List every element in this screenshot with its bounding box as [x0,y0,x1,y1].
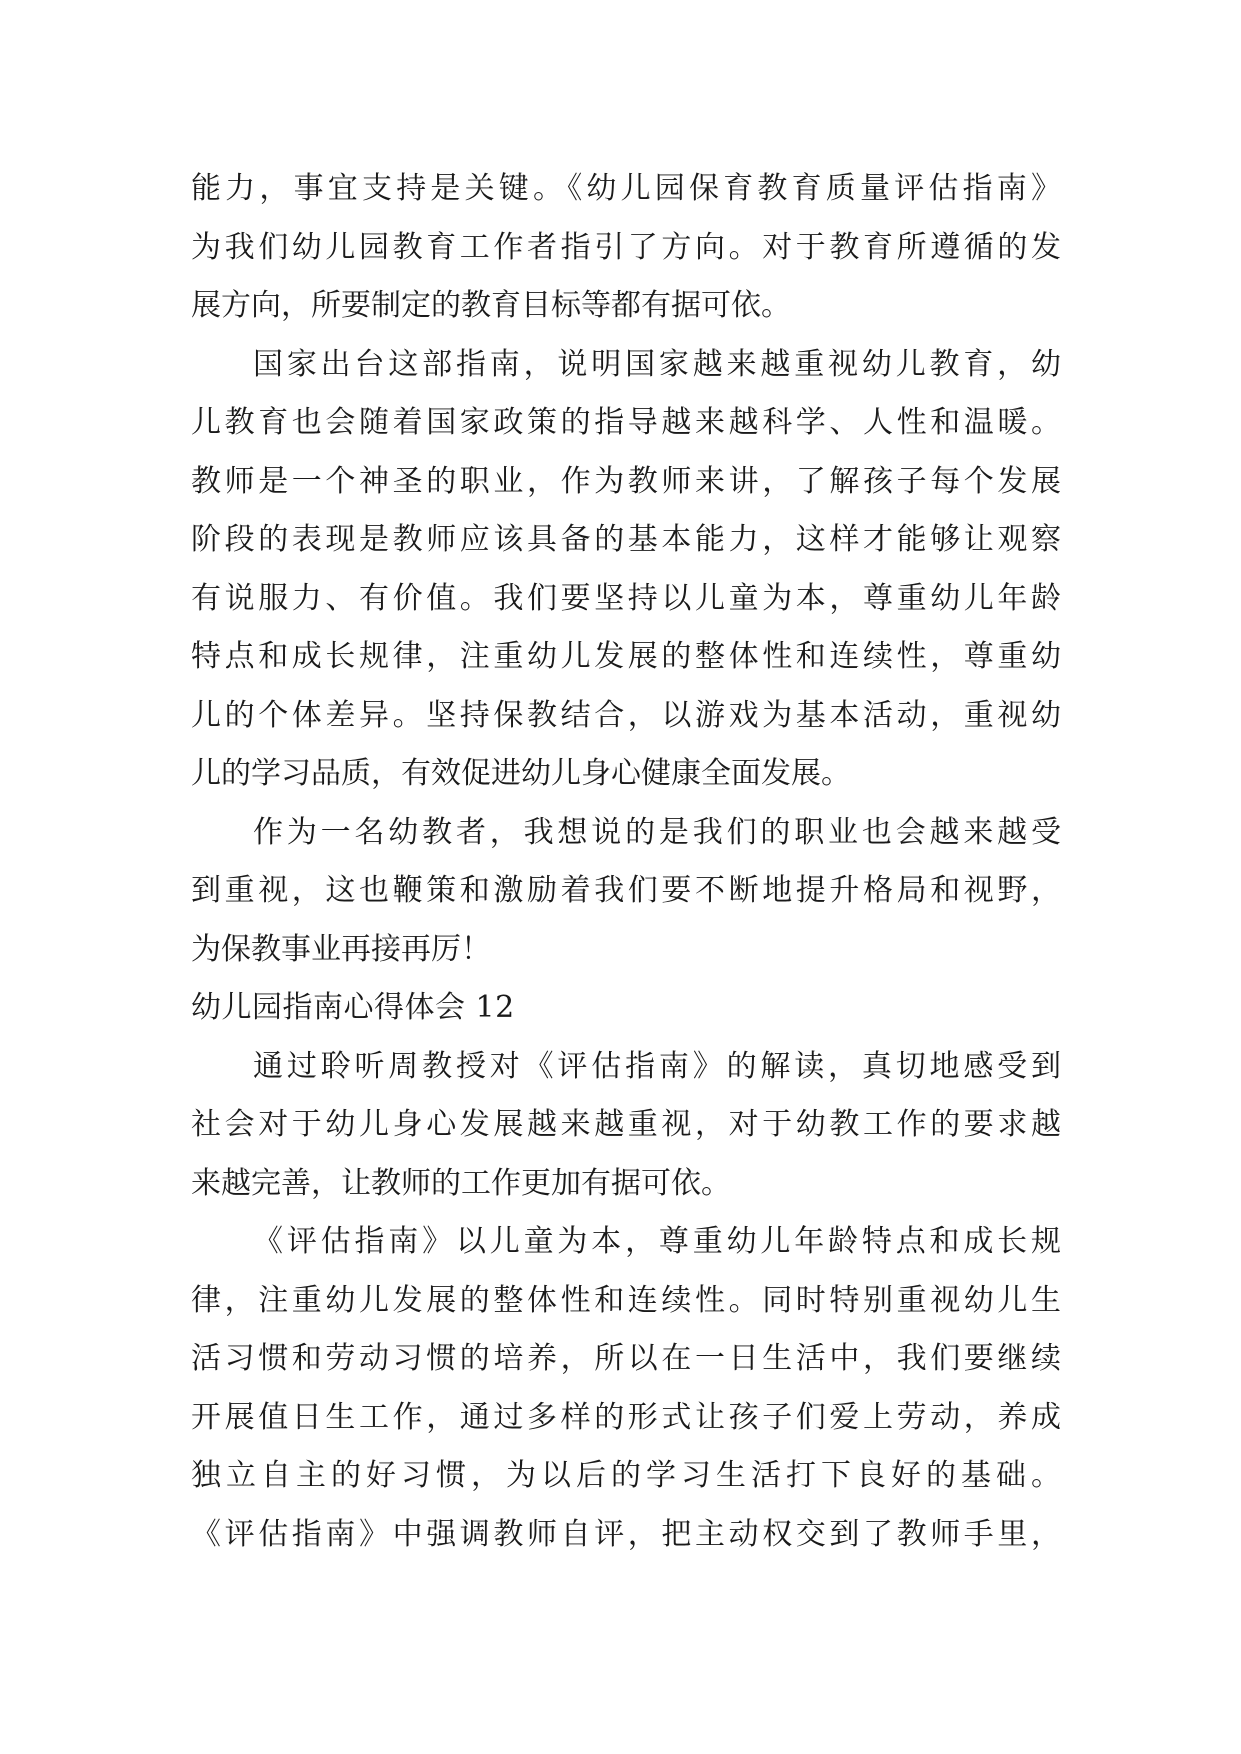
paragraph [191,804,1061,980]
text-line: 社会对于幼儿身心发展越来越重视，对于幼教工作的要求越 [191,1107,1061,1142]
text-line: 为保教事业再接再厉！ [191,931,491,967]
paragraph [191,336,1061,804]
text-line: 活习惯和劳动习惯的培养，所以在一日生活中，我们要继续 [191,1341,1061,1376]
text-line: 教师是一个神圣的职业，作为教师来讲，了解孩子每个发展 [191,463,1061,499]
text-line: 能力，事宜支持是关键。《幼儿园保育教育质量评估指南》 [191,171,1061,206]
text-line: 特点和成长规律，注重幼儿发展的整体性和连续性，尊重幼 [191,639,1061,674]
text-line: 儿的个体差异。坚持保教结合，以游戏为基本活动，重视幼 [191,697,1061,733]
document-body [191,160,1061,1564]
text-line: 独立自主的好习惯，为以后的学习生活打下良好的基础。 [191,1458,1061,1493]
text-line: 展方向，所要制定的教育目标等都有据可依。 [191,288,791,323]
paragraph [191,1213,1061,1564]
paragraph [191,160,1061,336]
text-line: 《评估指南》中强调教师自评，把主动权交到了教师手里， [191,1516,1061,1552]
text-line: 儿教育也会随着国家政策的指导越来越科学、人性和温暖。 [191,405,1061,440]
text-line: 儿的学习品质，有效促进幼儿身心健康全面发展。 [191,756,851,791]
text-line: 开展值日生工作，通过多样的形式让孩子们爱上劳动，养成 [191,1399,1061,1435]
text-line: 国家出台这部指南，说明国家越来越重视幼儿教育，幼 [253,346,1061,382]
text-line: 阶段的表现是教师应该具备的基本能力，这样才能够让观察 [191,522,1061,557]
text-line: 律，注重幼儿发展的整体性和连续性。同时特别重视幼儿生 [191,1282,1061,1318]
paragraph [191,1038,1061,1214]
text-line: 为我们幼儿园教育工作者指引了方向。对于教育所遵循的发 [191,229,1061,265]
text-line: 《评估指南》以儿童为本，尊重幼儿年龄特点和成长规 [253,1224,1061,1259]
text-line: 通过聆听周教授对《评估指南》的解读，真切地感受到 [253,1048,1061,1084]
text-line: 有说服力、有价值。我们要坚持以儿童为本，尊重幼儿年龄 [191,580,1061,616]
text-line: 到重视，这也鞭策和激励着我们要不断地提升格局和视野， [191,873,1061,908]
heading-text: 幼儿园指南心得体会 12 [191,990,515,1025]
section-heading [191,979,1061,1038]
text-line: 作为一名幼教者，我想说的是我们的职业也会越来越受 [253,814,1061,850]
text-line: 来越完善，让教师的工作更加有据可依。 [191,1165,731,1201]
